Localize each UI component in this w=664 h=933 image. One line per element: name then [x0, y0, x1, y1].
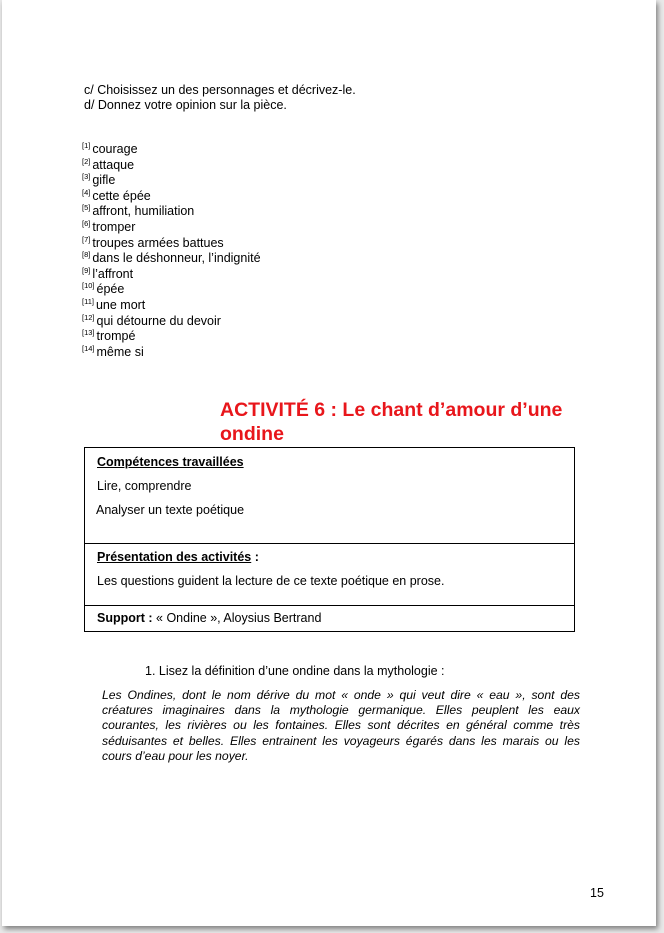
footnote: [5] affront, humiliation: [82, 203, 195, 219]
footnote: [12] qui détourne du devoir: [82, 312, 221, 328]
footnote: [4] cette épée: [82, 187, 151, 203]
presentation-colon: :: [251, 550, 259, 564]
question-c: c/ Choisissez un des personnages et décrivez-le.: [84, 83, 356, 97]
document-page: [2, 0, 656, 926]
footnote: [8] dans le déshonneur, l’indignité: [82, 250, 261, 266]
activity-title-line-1: ACTIVITÉ 6 : Le chant d’amour d’une: [220, 399, 563, 421]
footnotes-list: [82, 138, 261, 359]
footnote: [13] trompé: [82, 328, 136, 344]
competence-item: Analyser un texte poétique: [96, 503, 245, 517]
footnote: [2] attaque: [82, 156, 135, 172]
page-number: 15: [590, 886, 604, 900]
presentation-heading: Présentation des activités: [97, 550, 252, 564]
support-cell: [84, 605, 575, 632]
question-d: d/ Donnez votre opinion sur la pièce.: [84, 98, 287, 112]
ondine-definition: Les Ondines, dont le nom dérive du mot « onde » qui veut dire « eau », sont des créatures imaginaires dans la mythologie germanique. Elles peuplent les eaux courantes, les rivières ou les fontaines. Elles sont décrites en général comme très séduisantes et belles. Elles entrainent les voyageurs égarés dans les marais ou les cours d’eau pour les noyer.: [102, 688, 580, 763]
footnote: [14] même si: [82, 343, 144, 359]
activity-title: [220, 398, 562, 446]
support-label: Support :: [97, 611, 153, 625]
presentation-heading-row: [97, 550, 259, 564]
footnote: [3] gifle: [82, 172, 116, 188]
footnote: [11] une mort: [82, 296, 146, 312]
activity-title-line-2: ondine: [220, 423, 284, 445]
support-text: « Ondine », Aloysius Bertrand: [152, 611, 322, 625]
footnote: [6] tromper: [82, 218, 136, 234]
footnote: [1] courage: [82, 141, 138, 156]
competence-item: Lire, comprendre: [97, 479, 192, 493]
competences-heading: Compétences travaillées: [97, 455, 244, 469]
presentation-cell: [84, 543, 575, 605]
footnote: [9] l’affront: [82, 265, 134, 281]
presentation-text: Les questions guident la lecture de ce texte poétique en prose.: [97, 574, 445, 588]
support-row: [97, 611, 321, 625]
footnote: [10] épée: [82, 281, 125, 297]
footnote: [7] troupes armées battues: [82, 234, 224, 250]
step-1-instruction: 1. Lisez la définition d’une ondine dans la mythologie :: [145, 664, 445, 678]
competences-cell: [84, 447, 575, 543]
